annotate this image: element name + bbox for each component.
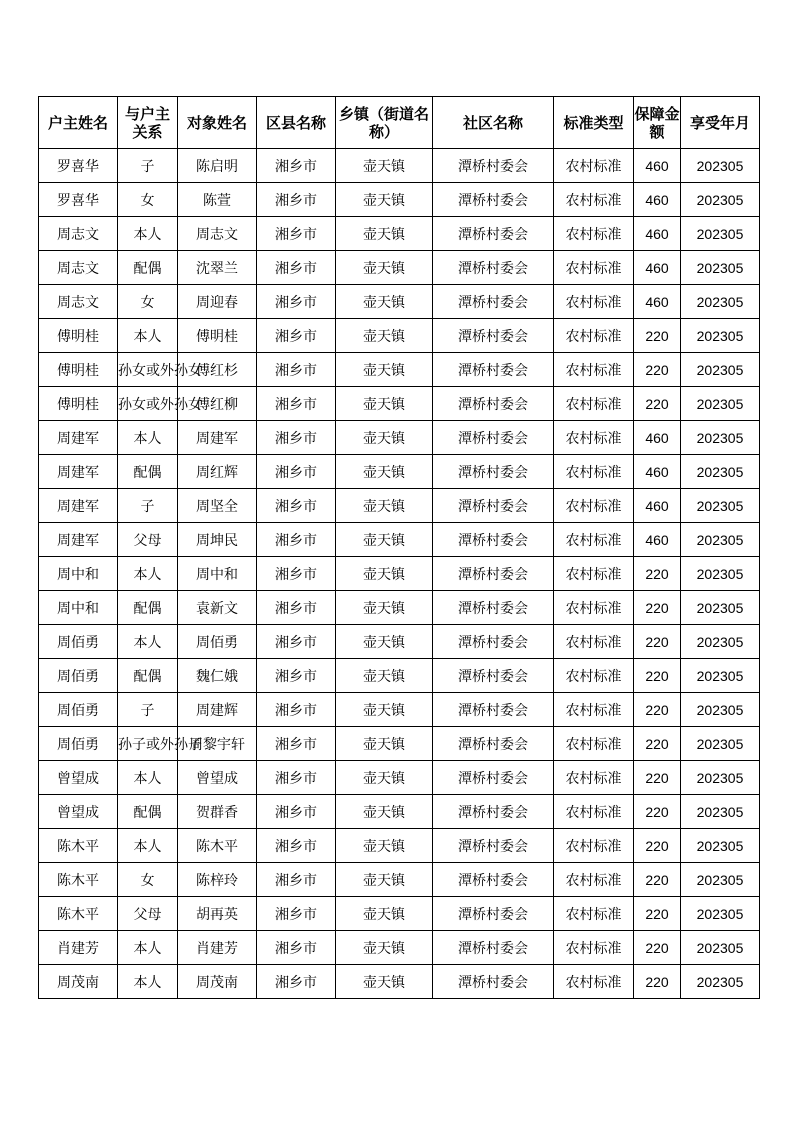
table-row bbox=[39, 217, 760, 251]
table-row bbox=[39, 931, 760, 965]
township-cell: 壶天镇 bbox=[336, 285, 433, 319]
householder-name-cell: 周建军 bbox=[39, 489, 118, 523]
community-cell: 潭桥村委会 bbox=[433, 965, 554, 999]
header-county: 区县名称 bbox=[257, 97, 336, 149]
amount-cell: 460 bbox=[634, 523, 681, 557]
township-cell: 壶天镇 bbox=[336, 387, 433, 421]
recipient-name-cell: 陈萱 bbox=[178, 183, 257, 217]
householder-name-cell: 周中和 bbox=[39, 557, 118, 591]
amount-cell: 220 bbox=[634, 387, 681, 421]
householder-name-cell: 曾望成 bbox=[39, 795, 118, 829]
period-cell: 202305 bbox=[681, 863, 760, 897]
county-cell: 湘乡市 bbox=[257, 353, 336, 387]
table-row bbox=[39, 455, 760, 489]
recipient-name-cell: 曾望成 bbox=[178, 761, 257, 795]
householder-name-cell: 周建军 bbox=[39, 523, 118, 557]
relation-cell: 本人 bbox=[118, 421, 178, 455]
community-cell: 潭桥村委会 bbox=[433, 931, 554, 965]
amount-cell: 460 bbox=[634, 251, 681, 285]
standard-type-cell: 农村标准 bbox=[554, 795, 634, 829]
relation-cell: 配偶 bbox=[118, 591, 178, 625]
township-cell: 壶天镇 bbox=[336, 523, 433, 557]
recipient-name-cell: 陈木平 bbox=[178, 829, 257, 863]
householder-name-cell: 周佰勇 bbox=[39, 727, 118, 761]
county-cell: 湘乡市 bbox=[257, 659, 336, 693]
period-cell: 202305 bbox=[681, 319, 760, 353]
community-cell: 潭桥村委会 bbox=[433, 421, 554, 455]
township-cell: 壶天镇 bbox=[336, 455, 433, 489]
standard-type-cell: 农村标准 bbox=[554, 863, 634, 897]
relation-cell: 配偶 bbox=[118, 251, 178, 285]
township-cell: 壶天镇 bbox=[336, 217, 433, 251]
community-cell: 潭桥村委会 bbox=[433, 217, 554, 251]
amount-cell: 220 bbox=[634, 761, 681, 795]
householder-name-cell: 周建军 bbox=[39, 421, 118, 455]
community-cell: 潭桥村委会 bbox=[433, 251, 554, 285]
county-cell: 湘乡市 bbox=[257, 421, 336, 455]
community-cell: 潭桥村委会 bbox=[433, 727, 554, 761]
relation-cell: 子 bbox=[118, 149, 178, 183]
period-cell: 202305 bbox=[681, 591, 760, 625]
table-row bbox=[39, 421, 760, 455]
township-cell: 壶天镇 bbox=[336, 659, 433, 693]
standard-type-cell: 农村标准 bbox=[554, 217, 634, 251]
householder-name-cell: 周中和 bbox=[39, 591, 118, 625]
county-cell: 湘乡市 bbox=[257, 489, 336, 523]
relation-cell: 女 bbox=[118, 183, 178, 217]
amount-cell: 460 bbox=[634, 149, 681, 183]
householder-name-cell: 周建军 bbox=[39, 455, 118, 489]
amount-cell: 460 bbox=[634, 217, 681, 251]
table-row bbox=[39, 251, 760, 285]
township-cell: 壶天镇 bbox=[336, 795, 433, 829]
recipient-name-cell: 周佰勇 bbox=[178, 625, 257, 659]
header-township: 乡镇（街道名称） bbox=[336, 97, 433, 149]
county-cell: 湘乡市 bbox=[257, 727, 336, 761]
relation-cell: 配偶 bbox=[118, 795, 178, 829]
standard-type-cell: 农村标准 bbox=[554, 625, 634, 659]
county-cell: 湘乡市 bbox=[257, 387, 336, 421]
period-cell: 202305 bbox=[681, 421, 760, 455]
recipient-name-cell: 沈翠兰 bbox=[178, 251, 257, 285]
county-cell: 湘乡市 bbox=[257, 217, 336, 251]
recipient-name-cell: 魏仁娥 bbox=[178, 659, 257, 693]
township-cell: 壶天镇 bbox=[336, 931, 433, 965]
table-row bbox=[39, 149, 760, 183]
table-row bbox=[39, 863, 760, 897]
recipient-name-cell: 周迎春 bbox=[178, 285, 257, 319]
period-cell: 202305 bbox=[681, 897, 760, 931]
county-cell: 湘乡市 bbox=[257, 795, 336, 829]
header-amount: 保障金额 bbox=[634, 97, 681, 149]
relation-cell: 父母 bbox=[118, 897, 178, 931]
period-cell: 202305 bbox=[681, 285, 760, 319]
amount-cell: 220 bbox=[634, 795, 681, 829]
recipient-name-cell: 周中和 bbox=[178, 557, 257, 591]
recipient-name-cell: 周红辉 bbox=[178, 455, 257, 489]
county-cell: 湘乡市 bbox=[257, 285, 336, 319]
township-cell: 壶天镇 bbox=[336, 829, 433, 863]
relation-cell: 孙女或外孙女 bbox=[118, 353, 178, 387]
table-row bbox=[39, 319, 760, 353]
recipient-name-cell: 袁新文 bbox=[178, 591, 257, 625]
householder-name-cell: 傅明桂 bbox=[39, 387, 118, 421]
county-cell: 湘乡市 bbox=[257, 251, 336, 285]
amount-cell: 220 bbox=[634, 897, 681, 931]
standard-type-cell: 农村标准 bbox=[554, 897, 634, 931]
community-cell: 潭桥村委会 bbox=[433, 659, 554, 693]
standard-type-cell: 农村标准 bbox=[554, 727, 634, 761]
relation-cell: 本人 bbox=[118, 557, 178, 591]
county-cell: 湘乡市 bbox=[257, 693, 336, 727]
period-cell: 202305 bbox=[681, 523, 760, 557]
county-cell: 湘乡市 bbox=[257, 557, 336, 591]
householder-name-cell: 曾望成 bbox=[39, 761, 118, 795]
amount-cell: 460 bbox=[634, 455, 681, 489]
period-cell: 202305 bbox=[681, 659, 760, 693]
community-cell: 潭桥村委会 bbox=[433, 625, 554, 659]
standard-type-cell: 农村标准 bbox=[554, 421, 634, 455]
relation-cell: 子 bbox=[118, 693, 178, 727]
table-row bbox=[39, 625, 760, 659]
period-cell: 202305 bbox=[681, 693, 760, 727]
township-cell: 壶天镇 bbox=[336, 149, 433, 183]
householder-name-cell: 陈木平 bbox=[39, 897, 118, 931]
table-row bbox=[39, 557, 760, 591]
recipient-name-cell: 周黎宇轩 bbox=[178, 727, 257, 761]
householder-name-cell: 陈木平 bbox=[39, 863, 118, 897]
header-householder-name: 户主姓名 bbox=[39, 97, 118, 149]
header-recipient-name: 对象姓名 bbox=[178, 97, 257, 149]
period-cell: 202305 bbox=[681, 489, 760, 523]
period-cell: 202305 bbox=[681, 183, 760, 217]
amount-cell: 220 bbox=[634, 625, 681, 659]
county-cell: 湘乡市 bbox=[257, 183, 336, 217]
recipient-name-cell: 周志文 bbox=[178, 217, 257, 251]
county-cell: 湘乡市 bbox=[257, 897, 336, 931]
period-cell: 202305 bbox=[681, 625, 760, 659]
table-row bbox=[39, 183, 760, 217]
relation-cell: 本人 bbox=[118, 217, 178, 251]
table-row bbox=[39, 965, 760, 999]
community-cell: 潭桥村委会 bbox=[433, 693, 554, 727]
period-cell: 202305 bbox=[681, 965, 760, 999]
community-cell: 潭桥村委会 bbox=[433, 897, 554, 931]
recipient-name-cell: 贺群香 bbox=[178, 795, 257, 829]
table-row bbox=[39, 761, 760, 795]
period-cell: 202305 bbox=[681, 455, 760, 489]
relation-cell: 女 bbox=[118, 863, 178, 897]
township-cell: 壶天镇 bbox=[336, 761, 433, 795]
township-cell: 壶天镇 bbox=[336, 693, 433, 727]
householder-name-cell: 傅明桂 bbox=[39, 353, 118, 387]
county-cell: 湘乡市 bbox=[257, 931, 336, 965]
recipient-name-cell: 周建军 bbox=[178, 421, 257, 455]
recipient-name-cell: 傅红杉 bbox=[178, 353, 257, 387]
relation-cell: 父母 bbox=[118, 523, 178, 557]
period-cell: 202305 bbox=[681, 761, 760, 795]
standard-type-cell: 农村标准 bbox=[554, 489, 634, 523]
period-cell: 202305 bbox=[681, 829, 760, 863]
community-cell: 潭桥村委会 bbox=[433, 557, 554, 591]
recipient-name-cell: 周建辉 bbox=[178, 693, 257, 727]
relation-cell: 子 bbox=[118, 489, 178, 523]
relation-cell: 孙女或外孙女 bbox=[118, 387, 178, 421]
community-cell: 潭桥村委会 bbox=[433, 353, 554, 387]
header-period: 享受年月 bbox=[681, 97, 760, 149]
amount-cell: 220 bbox=[634, 829, 681, 863]
community-cell: 潭桥村委会 bbox=[433, 591, 554, 625]
table-header-row bbox=[39, 97, 760, 149]
householder-name-cell: 周佰勇 bbox=[39, 625, 118, 659]
county-cell: 湘乡市 bbox=[257, 761, 336, 795]
householder-name-cell: 陈木平 bbox=[39, 829, 118, 863]
standard-type-cell: 农村标准 bbox=[554, 659, 634, 693]
table-row bbox=[39, 897, 760, 931]
township-cell: 壶天镇 bbox=[336, 421, 433, 455]
householder-name-cell: 周志文 bbox=[39, 285, 118, 319]
householder-name-cell: 罗喜华 bbox=[39, 149, 118, 183]
standard-type-cell: 农村标准 bbox=[554, 523, 634, 557]
recipient-name-cell: 陈启明 bbox=[178, 149, 257, 183]
period-cell: 202305 bbox=[681, 387, 760, 421]
householder-name-cell: 周佰勇 bbox=[39, 659, 118, 693]
period-cell: 202305 bbox=[681, 149, 760, 183]
standard-type-cell: 农村标准 bbox=[554, 965, 634, 999]
community-cell: 潭桥村委会 bbox=[433, 455, 554, 489]
county-cell: 湘乡市 bbox=[257, 829, 336, 863]
beneficiary-table bbox=[38, 96, 760, 999]
standard-type-cell: 农村标准 bbox=[554, 387, 634, 421]
amount-cell: 220 bbox=[634, 353, 681, 387]
recipient-name-cell: 周坚全 bbox=[178, 489, 257, 523]
county-cell: 湘乡市 bbox=[257, 625, 336, 659]
county-cell: 湘乡市 bbox=[257, 319, 336, 353]
recipient-name-cell: 周坤民 bbox=[178, 523, 257, 557]
table-row bbox=[39, 693, 760, 727]
standard-type-cell: 农村标准 bbox=[554, 251, 634, 285]
recipient-name-cell: 陈梓玲 bbox=[178, 863, 257, 897]
standard-type-cell: 农村标准 bbox=[554, 829, 634, 863]
township-cell: 壶天镇 bbox=[336, 591, 433, 625]
county-cell: 湘乡市 bbox=[257, 591, 336, 625]
period-cell: 202305 bbox=[681, 727, 760, 761]
table-row bbox=[39, 489, 760, 523]
community-cell: 潭桥村委会 bbox=[433, 523, 554, 557]
community-cell: 潭桥村委会 bbox=[433, 319, 554, 353]
county-cell: 湘乡市 bbox=[257, 965, 336, 999]
relation-cell: 孙子或外孙子 bbox=[118, 727, 178, 761]
householder-name-cell: 周志文 bbox=[39, 251, 118, 285]
standard-type-cell: 农村标准 bbox=[554, 557, 634, 591]
table-row bbox=[39, 523, 760, 557]
table-row bbox=[39, 659, 760, 693]
recipient-name-cell: 胡再英 bbox=[178, 897, 257, 931]
amount-cell: 460 bbox=[634, 285, 681, 319]
county-cell: 湘乡市 bbox=[257, 149, 336, 183]
header-relation: 与户主关系 bbox=[118, 97, 178, 149]
relation-cell: 配偶 bbox=[118, 659, 178, 693]
township-cell: 壶天镇 bbox=[336, 557, 433, 591]
period-cell: 202305 bbox=[681, 931, 760, 965]
householder-name-cell: 傅明桂 bbox=[39, 319, 118, 353]
relation-cell: 本人 bbox=[118, 761, 178, 795]
roster-sheet bbox=[38, 96, 760, 999]
township-cell: 壶天镇 bbox=[336, 965, 433, 999]
relation-cell: 本人 bbox=[118, 829, 178, 863]
relation-cell: 本人 bbox=[118, 319, 178, 353]
amount-cell: 220 bbox=[634, 659, 681, 693]
township-cell: 壶天镇 bbox=[336, 251, 433, 285]
amount-cell: 220 bbox=[634, 727, 681, 761]
community-cell: 潭桥村委会 bbox=[433, 183, 554, 217]
standard-type-cell: 农村标准 bbox=[554, 931, 634, 965]
table-row bbox=[39, 285, 760, 319]
amount-cell: 220 bbox=[634, 591, 681, 625]
amount-cell: 220 bbox=[634, 965, 681, 999]
amount-cell: 460 bbox=[634, 183, 681, 217]
standard-type-cell: 农村标准 bbox=[554, 149, 634, 183]
table-row bbox=[39, 727, 760, 761]
community-cell: 潭桥村委会 bbox=[433, 489, 554, 523]
community-cell: 潭桥村委会 bbox=[433, 829, 554, 863]
amount-cell: 220 bbox=[634, 557, 681, 591]
relation-cell: 配偶 bbox=[118, 455, 178, 489]
householder-name-cell: 罗喜华 bbox=[39, 183, 118, 217]
community-cell: 潭桥村委会 bbox=[433, 285, 554, 319]
relation-cell: 女 bbox=[118, 285, 178, 319]
recipient-name-cell: 周茂南 bbox=[178, 965, 257, 999]
relation-cell: 本人 bbox=[118, 965, 178, 999]
standard-type-cell: 农村标准 bbox=[554, 319, 634, 353]
township-cell: 壶天镇 bbox=[336, 727, 433, 761]
period-cell: 202305 bbox=[681, 217, 760, 251]
header-community: 社区名称 bbox=[433, 97, 554, 149]
community-cell: 潭桥村委会 bbox=[433, 761, 554, 795]
county-cell: 湘乡市 bbox=[257, 455, 336, 489]
township-cell: 壶天镇 bbox=[336, 863, 433, 897]
county-cell: 湘乡市 bbox=[257, 523, 336, 557]
community-cell: 潭桥村委会 bbox=[433, 387, 554, 421]
township-cell: 壶天镇 bbox=[336, 183, 433, 217]
table-row bbox=[39, 829, 760, 863]
table-row bbox=[39, 795, 760, 829]
table-row bbox=[39, 591, 760, 625]
table-row bbox=[39, 353, 760, 387]
period-cell: 202305 bbox=[681, 557, 760, 591]
relation-cell: 本人 bbox=[118, 931, 178, 965]
township-cell: 壶天镇 bbox=[336, 353, 433, 387]
recipient-name-cell: 傅红柳 bbox=[178, 387, 257, 421]
householder-name-cell: 周佰勇 bbox=[39, 693, 118, 727]
standard-type-cell: 农村标准 bbox=[554, 285, 634, 319]
community-cell: 潭桥村委会 bbox=[433, 863, 554, 897]
amount-cell: 220 bbox=[634, 931, 681, 965]
standard-type-cell: 农村标准 bbox=[554, 591, 634, 625]
township-cell: 壶天镇 bbox=[336, 319, 433, 353]
amount-cell: 460 bbox=[634, 421, 681, 455]
amount-cell: 220 bbox=[634, 319, 681, 353]
standard-type-cell: 农村标准 bbox=[554, 353, 634, 387]
table-row bbox=[39, 387, 760, 421]
county-cell: 湘乡市 bbox=[257, 863, 336, 897]
standard-type-cell: 农村标准 bbox=[554, 693, 634, 727]
community-cell: 潭桥村委会 bbox=[433, 149, 554, 183]
recipient-name-cell: 傅明桂 bbox=[178, 319, 257, 353]
amount-cell: 220 bbox=[634, 863, 681, 897]
recipient-name-cell: 肖建芳 bbox=[178, 931, 257, 965]
standard-type-cell: 农村标准 bbox=[554, 455, 634, 489]
period-cell: 202305 bbox=[681, 251, 760, 285]
township-cell: 壶天镇 bbox=[336, 625, 433, 659]
period-cell: 202305 bbox=[681, 795, 760, 829]
township-cell: 壶天镇 bbox=[336, 897, 433, 931]
table-body bbox=[39, 149, 760, 999]
community-cell: 潭桥村委会 bbox=[433, 795, 554, 829]
relation-cell: 本人 bbox=[118, 625, 178, 659]
standard-type-cell: 农村标准 bbox=[554, 183, 634, 217]
header-standard-type: 标准类型 bbox=[554, 97, 634, 149]
householder-name-cell: 肖建芳 bbox=[39, 931, 118, 965]
householder-name-cell: 周志文 bbox=[39, 217, 118, 251]
householder-name-cell: 周茂南 bbox=[39, 965, 118, 999]
township-cell: 壶天镇 bbox=[336, 489, 433, 523]
standard-type-cell: 农村标准 bbox=[554, 761, 634, 795]
amount-cell: 460 bbox=[634, 489, 681, 523]
period-cell: 202305 bbox=[681, 353, 760, 387]
amount-cell: 220 bbox=[634, 693, 681, 727]
